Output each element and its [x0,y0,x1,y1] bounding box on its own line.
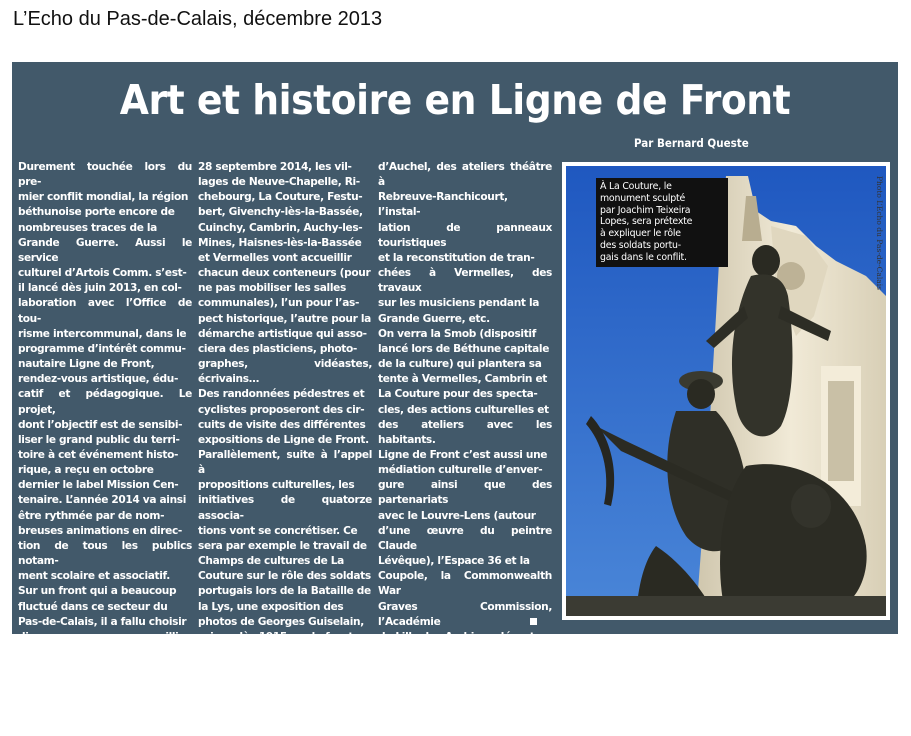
article-column-1: Durement touchée lors du pre- mier conflit mondial, la région béthunoise porte encore de nombreuses traces de la Grande Guerre. Aussi le service culturel d’Artois Comm. s’est- il lancé dès juin 2013, en col- laboration avec l’Office de tou- risme intercommunal, dans le programme d’intérêt commu- nautaire Ligne de Front, rendez-vous artistique, édu- catif et pédagogique. Le projet, dont l’objectif est de sensibi- liser le grand public du terri- toire à cet événement histo- rique, a reçu en octobre dernier le label Mission Cen- tenaire. L’année 2014 va ainsi être rythmée par de nom- breuses animations en direc- tion de tous les publics notam- ment scolaire et associatif. Sur un front qui a beaucoup fluctué dans ce secteur du Pas-de-Calais, il a fallu choisir dix communes pour accueillir à la fois une exposition histo- rique et une autre d’art contemporain. Du 14 juin au [18,161,192,689]
article-column-2: 28 septembre 2014, les vil- lages de Neuve-Chapelle, Ri- chebourg, La Couture, Festu- bert, Givenchy-lès-la-Bassée, Cuinchy, Cambrin, Auchy-les- Mines, Haisnes-lès-la-Bassée et Vermelles vont accueillir chacun deux conteneurs (pour ne pas mobiliser les salles communales), l’un pour l’as- pect historique, l’autre pour la démarche artistique qui asso- ciera des plasticiens, photo- graphes, vidéastes, écrivains… Des randonnées pédestres et cyclistes proposeront des cir- cuits de visite des différentes expositions de Ligne de Front. Parallèlement, suite à l’appel à propositions culturelles, les initiatives de quatorze associa- tions vont se concrétiser. Ce sera par exemple le travail de Champs de cultures de La Couture sur le rôle des soldats portugais lors de la Bataille de la Lys, une exposition des photos de Georges Guiselain, prises dès 1915 sur le front, avec l’Amicale des OR-SOR [198,161,372,658]
article-column-3: d’Auchel, des ateliers théâtre à Rebreuve-Ranchicourt, l’instal- lation de panneaux touristiques et la reconstitution de tran- chées à Vermelles, des travaux sur les musiciens pendant la Grande Guerre, etc. On verra la Smob (dispositif lancé lors de Béthune capitale de la culture) qui plantera sa tente à Vermelles, Cambrin et La Couture pour des specta- cles, des actions culturelles et des ateliers avec les habitants. Ligne de Front c’est aussi une médiation culturelle d’enver- gure ainsi que des partenariats avec le Louvre-Lens (autour d’une œuvre du peintre Claude Lévêque), l’Espace 36 et la Coupole, la Commonwealth War Graves Commission, l’Académie de Lille, les Archives départe- mentales, la Ligue de l’Ensei- gnement et les services d’Artois Comm. impliqués à tous les niveaux dans le projet depuis son lancement. [378,161,552,734]
photo-credit: Photo L’Echo du Pas-de-Calais [875,176,884,290]
photo-frame [562,162,890,620]
source-caption: L’Echo du Pas-de-Calais, décembre 2013 [13,8,383,30]
photo-caption: À La Couture, le monument sculpté par Joachim Teixeira Lopes, sera prétexte à expliquer le rôle des soldats portu- gais dans le conflit. [596,178,728,267]
article-end-mark [530,618,537,625]
article-panel [12,62,898,734]
article-byline: Par Bernard Queste [634,136,749,150]
article-headline: Art et histoire en Ligne de Front [119,76,791,124]
monument-photo [566,166,886,616]
